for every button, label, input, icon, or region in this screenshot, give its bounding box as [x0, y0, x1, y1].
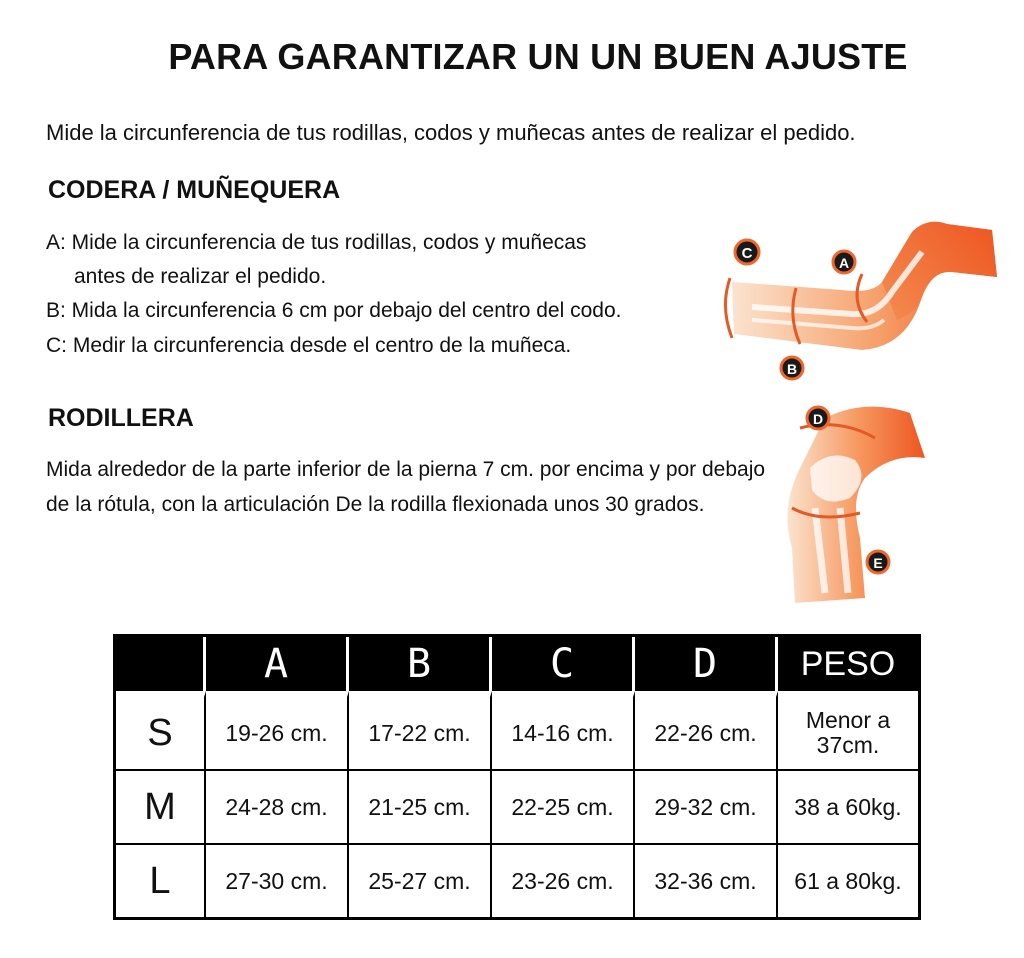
size-label: M — [116, 771, 206, 845]
table-row — [116, 771, 918, 845]
marker-c-icon — [735, 240, 759, 264]
instruction-c: C: Medir la circunferencia desde el centro de la muñeca. — [46, 334, 572, 357]
table-row — [116, 691, 918, 771]
size-table — [113, 634, 921, 920]
table-cell: 21-25 cm. — [349, 771, 492, 845]
table-cell: 23-26 cm. — [492, 845, 635, 917]
table-cell: 25-27 cm. — [349, 845, 492, 917]
intro-text: Mide la circunferencia de tus rodillas, codos y muñecas antes de realizar el pedido. — [46, 120, 856, 145]
instruction-a-line1: A: Mide la circunferencia de tus rodillas, codos y muñecas — [46, 231, 587, 254]
svg-text:C: C — [741, 245, 753, 262]
header-cell-c: C — [492, 637, 635, 691]
elbow-illustration — [722, 212, 1022, 392]
svg-text:B: B — [786, 361, 798, 377]
rodillera-text: Mida alrededor de la parte inferior de la pierna 7 cm. por encima y por debajo de la rótula, con la articulación De la rodilla flexionada unos 30 grados. — [46, 458, 766, 516]
table-header-row — [116, 637, 918, 691]
instruction-a-line2: antes de realizar el pedido. — [74, 265, 327, 288]
svg-text:A: A — [838, 255, 850, 271]
instruction-a — [46, 226, 586, 294]
header-cell-b: B — [349, 637, 492, 691]
header-cell-empty — [116, 637, 206, 691]
marker-a-icon — [833, 251, 855, 273]
knee-illustration — [770, 398, 930, 606]
table-cell: 22-25 cm. — [492, 771, 635, 845]
table-cell: 17-22 cm. — [349, 691, 492, 771]
table-cell: 38 a 60kg. — [778, 771, 918, 845]
marker-e-icon — [867, 551, 889, 573]
codera-heading: CODERA / MUÑEQUERA — [48, 176, 341, 204]
instruction-b: B: Mida la circunferencia 6 cm por debajo del centro del codo. — [46, 299, 622, 322]
table-cell: 29-32 cm. — [635, 771, 778, 845]
table-cell: 14-16 cm. — [492, 691, 635, 771]
table-cell: 24-28 cm. — [206, 771, 349, 845]
table-row — [116, 845, 918, 917]
header-cell-peso: PESO — [778, 637, 918, 691]
table-cell: 61 a 80kg. — [794, 867, 902, 894]
marker-b-icon — [781, 357, 803, 379]
size-label: S — [116, 691, 206, 771]
table-cell: 19-26 cm. — [206, 691, 349, 771]
page-title: PARA GARANTIZAR UN UN BUEN AJUSTE — [168, 36, 908, 77]
size-label: L — [116, 845, 206, 917]
header-cell-a: A — [206, 637, 349, 691]
rodillera-heading: RODILLERA — [48, 404, 194, 432]
header-cell-d: D — [635, 637, 778, 691]
table-cell: 32-36 cm. — [635, 845, 778, 917]
marker-d-icon — [807, 407, 829, 429]
svg-text:E: E — [873, 555, 883, 571]
svg-text:D: D — [812, 411, 824, 427]
table-cell: Menor a 37cm. — [778, 691, 918, 771]
table-cell: 22-26 cm. — [635, 691, 778, 771]
table-cell: 27-30 cm. — [206, 845, 349, 917]
